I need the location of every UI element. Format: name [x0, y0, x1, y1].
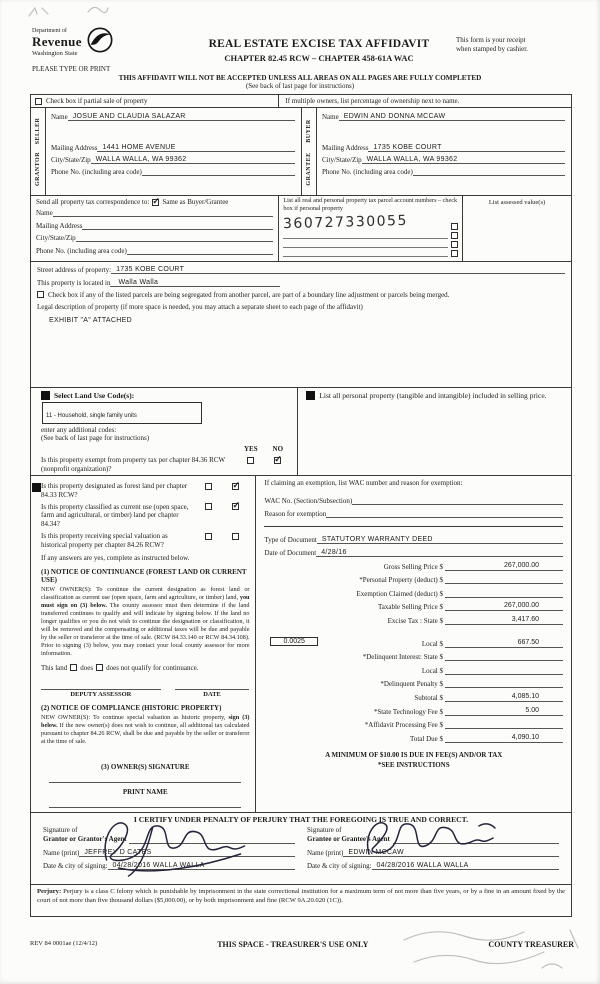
- receipt-note-line1: This form is your receipt: [456, 36, 526, 44]
- grantee-name-print-label: Name (print): [307, 848, 344, 857]
- historic-yes-checkbox[interactable]: [205, 533, 212, 540]
- notice2-post: If the new owner(s) does not wish to continue, all additional tax calculated pursuant to chapter 84.26 RCW, shall be due and payable by the seller or transferor at the time of sale.: [41, 721, 250, 745]
- state-technology-fee-input[interactable]: 5.00: [445, 707, 563, 716]
- located-in-label: This property is located in: [37, 279, 111, 287]
- wac-number-input[interactable]: [352, 496, 563, 505]
- buyer-name-input[interactable]: [339, 112, 565, 121]
- type-of-document-label: Type of Document: [264, 536, 317, 544]
- receipt-note: [456, 28, 574, 63]
- type-print-note: PLEASE TYPE OR PRINT: [32, 65, 111, 73]
- grantor-name-print-value: JEFFREY D CATES: [84, 848, 152, 856]
- section-marker-forest: [32, 483, 41, 492]
- reason-exemption-label: Reason for exemption: [264, 510, 327, 518]
- historic-no-checkbox[interactable]: [232, 533, 239, 540]
- parcel-line-4[interactable]: [283, 250, 448, 257]
- notices-cell: [31, 476, 256, 812]
- exemption-and-tax-cell: [256, 476, 571, 812]
- pencil-mark-bottom-right: [392, 922, 587, 982]
- correspondence-section: [31, 196, 571, 262]
- segregated-label: Check box if any of the listed parcels are being segregated from another parcel, are part of a boundary line adjustment or parcels being merged.: [48, 291, 450, 299]
- receipt-note-line2: when stamped by cashier.: [456, 45, 528, 54]
- notice1-pre: NEW OWNER(S): To continue the current designation as forest land or classification as current use (open space, farm and agriculture, or timber) land,: [41, 586, 250, 602]
- corr-name-input[interactable]: [53, 208, 274, 217]
- see-back-label: (See back of last page for instructions): [41, 434, 150, 442]
- notice2-paragraph: [41, 714, 249, 746]
- notice2-bold: sign (3) below.: [41, 713, 250, 729]
- grantee-name-print-value: EDWIN MCCAW: [348, 848, 404, 856]
- legal-description-label: Legal description of property (if more space is needed, you may attach a separate sheet to each page of the affidavit): [37, 303, 363, 311]
- certify-statement: I CERTIFY UNDER PENALTY OF PERJURY THAT THE FOREGOING IS TRUE AND CORRECT.: [133, 815, 469, 824]
- exemption-claimed-input[interactable]: [445, 589, 563, 598]
- property-section: [31, 262, 571, 388]
- pencil-mark-top-left: [26, 4, 56, 20]
- forest-no-checkbox[interactable]: [232, 483, 239, 490]
- notice1-post: The county assessor must then determine if the land transferred continues to qualify and will indicate by signing below. If the land no longer qualifies or you do not wish to continue the designation or classification, it will be removed and the compensating or additional taxes will be due and payable by the seller or transferor at the time of sale. (RCW 84.33.140 or RCW 84.34.108). Prior to signing (3) below, you may contact your local county assessor for more information.: [41, 602, 250, 657]
- grantee-certification: [301, 826, 565, 870]
- taxable-selling-price-input[interactable]: 267,000.00: [445, 602, 563, 611]
- state-technology-fee-label: *State Technology Fee $: [373, 707, 443, 716]
- reason-exemption-input[interactable]: [326, 509, 563, 518]
- affidavit-processing-fee-input[interactable]: [445, 720, 563, 729]
- deputy-date-label: DATE: [203, 690, 221, 698]
- segregated-checkbox[interactable]: [37, 291, 44, 298]
- buyer-phone-input[interactable]: [413, 167, 565, 176]
- title-block: [182, 28, 456, 63]
- additional-codes-label: enter any additional codes:: [41, 426, 117, 434]
- exempt-no-checkbox[interactable]: [274, 457, 281, 464]
- seller-fields: [46, 108, 301, 195]
- total-due-label: Total Due $: [410, 734, 443, 743]
- corr-name-label: Name: [36, 209, 53, 217]
- corr-mailing-label: Mailing Address: [36, 221, 83, 230]
- perjury-note: [31, 884, 571, 916]
- section-marker-personal-property: [306, 391, 315, 400]
- grantor-signature-line[interactable]: [129, 828, 295, 844]
- buyer-phone-label: Phone No. (including area code): [322, 168, 413, 176]
- exemption-claim-label: If claiming an exemption, list WAC number and reason for exemption:: [264, 479, 463, 487]
- partial-sale-cell: [31, 95, 279, 107]
- gross-selling-price-value: 267,000.00: [503, 561, 539, 569]
- buyer-grantee-box: [301, 108, 571, 195]
- send-to-label: Send all property tax correspondence to:: [36, 198, 150, 206]
- delinquent-penalty-input[interactable]: [445, 679, 563, 688]
- rev-number: REV 84 0001ae (12/4/12): [30, 940, 98, 947]
- buyer-mailing-input[interactable]: [368, 143, 565, 152]
- tax-table: [264, 557, 563, 743]
- subtotal-label: Subtotal $: [414, 693, 443, 702]
- notices-and-tax-band: [31, 476, 571, 812]
- form-title: REAL ESTATE EXCISE TAX AFFIDAVIT: [208, 38, 430, 50]
- owners-signature-line[interactable]: [49, 771, 241, 783]
- buyer-csz-value: WALLA WALLA, WA 99362: [366, 156, 458, 163]
- form-chapter: CHAPTER 82.45 RCW – CHAPTER 458-61A WAC: [224, 53, 414, 63]
- buyer-csz-label: City/State/Zip: [322, 156, 362, 164]
- exempt-yes-checkbox[interactable]: [247, 457, 254, 464]
- land-use-band: [31, 388, 571, 476]
- if-yes-note: If any answers are yes, complete as instructed below.: [41, 554, 190, 563]
- seller-name-label: Name: [51, 113, 68, 121]
- delinquent-penalty-label: *Delinquent Penalty $: [380, 680, 443, 689]
- delinquent-interest-local-label: Local $: [421, 666, 443, 675]
- land-use-code-select[interactable]: [42, 402, 202, 424]
- personal-property-label: List all personal property (tangible and intangible) included in selling price.: [319, 391, 547, 400]
- grantor-date-city-input[interactable]: [108, 861, 295, 870]
- date-of-document-label: Date of Document: [264, 549, 317, 557]
- select-land-use-label: Select Land Use Code(s):: [54, 391, 135, 400]
- dept-line3: Washington State: [32, 50, 78, 57]
- personal-property-deduct-label: *Personal Property (deduct) $: [359, 576, 443, 585]
- parties-section: [31, 108, 571, 196]
- deputy-assessor-date-line[interactable]: [175, 682, 250, 690]
- seller-side-label: SELLER: [35, 117, 41, 144]
- seller-csz-label: City/State/Zip: [51, 156, 91, 164]
- grantor-certification: [37, 826, 301, 870]
- grantee-side-label: GRANTEE: [306, 152, 312, 186]
- personal-property-deduct-input[interactable]: [445, 575, 563, 584]
- minimum-due-note: A MINIMUM OF $10.00 IS DUE IN FEE(S) AND/OR TAX: [325, 750, 503, 759]
- county-treasurer-label: COUNTY TREASURER: [488, 940, 574, 949]
- seller-grantor-box: [31, 108, 301, 195]
- section-marker-land-use: [41, 391, 50, 400]
- gross-selling-price-label: Gross Selling Price $: [383, 562, 443, 571]
- deputy-assessor-label: DEPUTY ASSESSOR: [70, 690, 132, 698]
- grantor-name-print-label: Name (print): [43, 848, 80, 857]
- perjury-text: Perjury is a class C felony which is punishable by imprisonment in the state correctional institution for a maximum term of not more than five years, or by a fine in an amount fixed by the court of not more than five thousand dollars ($5,000.00), or by both imprisonment and fine (RCW 9A.20.020 (1C)).: [37, 888, 565, 904]
- partial-sale-row: [31, 95, 571, 108]
- seller-mailing-input[interactable]: [97, 143, 295, 152]
- buyer-fields: [317, 108, 571, 195]
- grantor-name-print-input[interactable]: [79, 848, 295, 857]
- notice1-paragraph: [41, 586, 249, 657]
- current-use-yes-checkbox[interactable]: [205, 503, 212, 510]
- seller-csz-value: WALLA WALLA, WA 99362: [95, 156, 187, 163]
- treasurer-space-label: THIS SPACE - TREASURER'S USE ONLY: [217, 940, 369, 949]
- see-back-note: (See back of last page for instructions): [245, 82, 355, 90]
- grantee-signature-of-label: Signature of: [307, 826, 342, 834]
- corr-phone-label: Phone No. (including area code): [36, 246, 127, 255]
- pencil-mark-top-second: [86, 2, 110, 16]
- grantee-date-city-value: 04/28/2016 WALLA WALLA: [376, 861, 469, 869]
- land-use-code-value: 11 - Household, single family units: [46, 413, 137, 419]
- deputy-assessor-signature-line[interactable]: [41, 682, 161, 690]
- affidavit-processing-fee-label: *Affidavit Processing Fee $: [364, 721, 443, 730]
- wac-number-label: WAC No. (Section/Subsection): [264, 497, 353, 505]
- parcel-number-handwritten: 360727330055: [283, 212, 409, 232]
- delinquent-interest-state-input[interactable]: [445, 652, 563, 661]
- grantor-agent-label: Grantor or Grantor's Agent: [43, 834, 127, 843]
- seller-grantor-strip: [31, 108, 46, 195]
- date-of-document-value: 4/28/16: [321, 549, 347, 556]
- gross-selling-price-input[interactable]: [445, 562, 563, 571]
- parcel-line-3[interactable]: [283, 241, 448, 248]
- header: [32, 28, 574, 63]
- total-due-input[interactable]: 4,090.10: [445, 734, 563, 743]
- delinquent-interest-local-input[interactable]: [445, 666, 563, 675]
- main-section: [31, 388, 571, 812]
- grantee-agent-label: Grantee or Grantee's Agent: [307, 834, 390, 843]
- seller-phone-label: Phone No. (including area code): [51, 168, 142, 176]
- does-not-label: does not qualify for continuance.: [106, 663, 199, 672]
- grantee-signature-line[interactable]: [393, 828, 559, 844]
- excise-tax-state-input[interactable]: 3,417.60: [445, 616, 563, 625]
- parcel-header: List all real and personal property tax parcel account numbers – check box if personal property: [283, 197, 458, 212]
- forest-yes-checkbox[interactable]: [205, 483, 212, 490]
- print-name-heading: PRINT NAME: [122, 788, 168, 796]
- dor-logo-text: [32, 28, 82, 63]
- parcel-personal-checkbox-3[interactable]: [451, 241, 458, 248]
- excise-tax-state-label: Excise Tax : State $: [387, 616, 443, 625]
- type-of-document-value: STATUTORY WARRANTY DEED: [321, 536, 433, 543]
- buyer-side-label: BUYER: [306, 118, 312, 143]
- this-land-label: This land: [41, 663, 68, 672]
- buyer-name-label: Name: [322, 113, 339, 121]
- parcel-personal-checkbox-1[interactable]: [451, 223, 458, 230]
- yes-header: YES: [243, 445, 258, 453]
- dept-line1: Department of: [32, 28, 67, 34]
- does-label: does: [80, 663, 94, 672]
- excise-tax-local-input[interactable]: 667.50: [445, 639, 563, 648]
- land-use-top-cell: [31, 388, 298, 475]
- does-checkbox[interactable]: [70, 664, 77, 671]
- date-of-document-input[interactable]: [316, 548, 563, 557]
- parcel-numbers-cell: [279, 196, 463, 261]
- corr-phone-input[interactable]: [127, 246, 274, 255]
- buyer-mailing-value: 1735 KOBE COURT: [373, 144, 442, 151]
- street-address-label: Street address of property:: [37, 266, 112, 274]
- located-in-input[interactable]: [110, 278, 280, 287]
- exemption-claimed-label: Exemption Claimed (deduct) $: [356, 589, 443, 598]
- street-address-input[interactable]: [111, 265, 565, 274]
- current-use-no-checkbox[interactable]: [232, 503, 239, 510]
- print-name-line[interactable]: [49, 796, 241, 808]
- no-header: NO: [272, 445, 284, 453]
- corr-csz-input[interactable]: [76, 233, 274, 242]
- same-as-buyer-checkbox[interactable]: [152, 199, 159, 206]
- seller-name-input[interactable]: [68, 112, 295, 121]
- personal-property-blank-area[interactable]: [306, 400, 563, 450]
- same-as-buyer-label: Same as Buyer/Grantee: [162, 198, 229, 206]
- question-historic: Is this property receiving special valuation as historical property per chapter 84.26 RCW?: [41, 531, 168, 549]
- grantor-side-label: GRANTOR: [35, 151, 41, 186]
- grantee-date-city-label: Date & city of signing:: [307, 861, 372, 870]
- warning-note: THIS AFFIDAVIT WILL NOT BE ACCEPTED UNLESS ALL AREAS ON ALL PAGES ARE FULLY COMPLETED: [118, 74, 482, 82]
- parcel-personal-checkbox-2[interactable]: [451, 232, 458, 239]
- question-forest: Is this property designated as forest land per chapter 84.33 RCW?: [41, 482, 188, 499]
- personal-property-cell: [298, 388, 571, 475]
- grantor-date-city-value: 04/28/2016 WALLA WALLA: [112, 861, 205, 869]
- dor-logo: [32, 28, 182, 63]
- seller-phone-input[interactable]: [142, 167, 295, 176]
- multiple-owners-note: If multiple owners, list percentage of ownership next to name.: [285, 97, 460, 105]
- corr-mailing-input[interactable]: [82, 221, 273, 230]
- does-not-checkbox[interactable]: [96, 664, 103, 671]
- dept-line2: Revenue: [32, 34, 82, 49]
- seller-csz-input[interactable]: [91, 155, 295, 164]
- certification-section: [31, 812, 571, 884]
- revenue-swirl-icon: [86, 26, 114, 54]
- notice2-title: (2) NOTICE OF COMPLIANCE (HISTORIC PROPERTY): [41, 703, 222, 712]
- assessed-values-cell: [463, 196, 571, 261]
- buyer-name-value: EDWIN AND DONNA MCCAW: [343, 113, 446, 120]
- delinquent-interest-state-label: *Delinquent Interest: State $: [362, 653, 443, 662]
- grantor-date-city-label: Date & city of signing:: [43, 861, 108, 870]
- perjury-label: Perjury:: [37, 888, 62, 895]
- local-rate-box[interactable]: 0.0025: [270, 637, 317, 646]
- footer: [30, 940, 574, 949]
- grantee-date-city-input[interactable]: [372, 861, 559, 870]
- notice2-pre: NEW OWNER(S): To continue special valuation as historic property,: [41, 713, 226, 721]
- parcel-line-2[interactable]: [283, 232, 448, 239]
- located-in-value: Walla Walla: [118, 279, 159, 286]
- see-instructions-note: *SEE INSTRUCTIONS: [377, 760, 450, 769]
- form-body: [30, 94, 572, 917]
- grantee-name-print-input[interactable]: [343, 848, 559, 857]
- assessed-values-header: List assessed value(s): [488, 199, 546, 206]
- excise-tax-local-label: Local $: [421, 639, 443, 648]
- seller-mailing-value: 1441 HOME AVENUE: [102, 144, 176, 151]
- grantor-signature-of-label: Signature of: [43, 826, 78, 834]
- seller-mailing-label: Mailing Address: [51, 144, 98, 152]
- partial-sale-checkbox[interactable]: [35, 98, 42, 105]
- legal-description-value: EXHIBIT "A" ATTACHED: [49, 317, 132, 324]
- type-of-document-input[interactable]: [317, 535, 563, 544]
- buyer-csz-input[interactable]: [362, 155, 565, 164]
- buyer-mailing-label: Mailing Address: [322, 144, 369, 152]
- seller-name-value: JOSUE AND CLAUDIA SALAZAR: [72, 113, 186, 120]
- question-exempt: Is this property exempt from property tax per chapter 84.36 RCW (nonprofit organization)?: [41, 456, 225, 473]
- taxable-selling-price-label: Taxable Selling Price $: [377, 603, 443, 612]
- subtotal-input[interactable]: 4,085.10: [445, 693, 563, 702]
- buyer-grantee-strip: [302, 108, 317, 195]
- street-address-value: 1735 KOBE COURT: [116, 266, 185, 273]
- partial-sale-label: Check box if partial sale of property: [46, 97, 148, 105]
- parcel-personal-checkbox-4[interactable]: [451, 250, 458, 257]
- question-current-use: Is this property classified as current use (open space, farm and agricultural, or timber) land per chapter 84.34?: [41, 502, 189, 528]
- corr-csz-label: City/State/Zip: [36, 234, 76, 242]
- notice1-bold: you must sign on (3) below.: [41, 594, 250, 610]
- correspondence-cell: [31, 196, 279, 261]
- owners-signature-heading: (3) OWNER(S) SIGNATURE: [100, 763, 190, 771]
- notice1-title: (1) NOTICE OF CONTINUANCE (FOREST LAND OR CURRENT USE): [41, 568, 247, 585]
- document-block: [264, 526, 563, 557]
